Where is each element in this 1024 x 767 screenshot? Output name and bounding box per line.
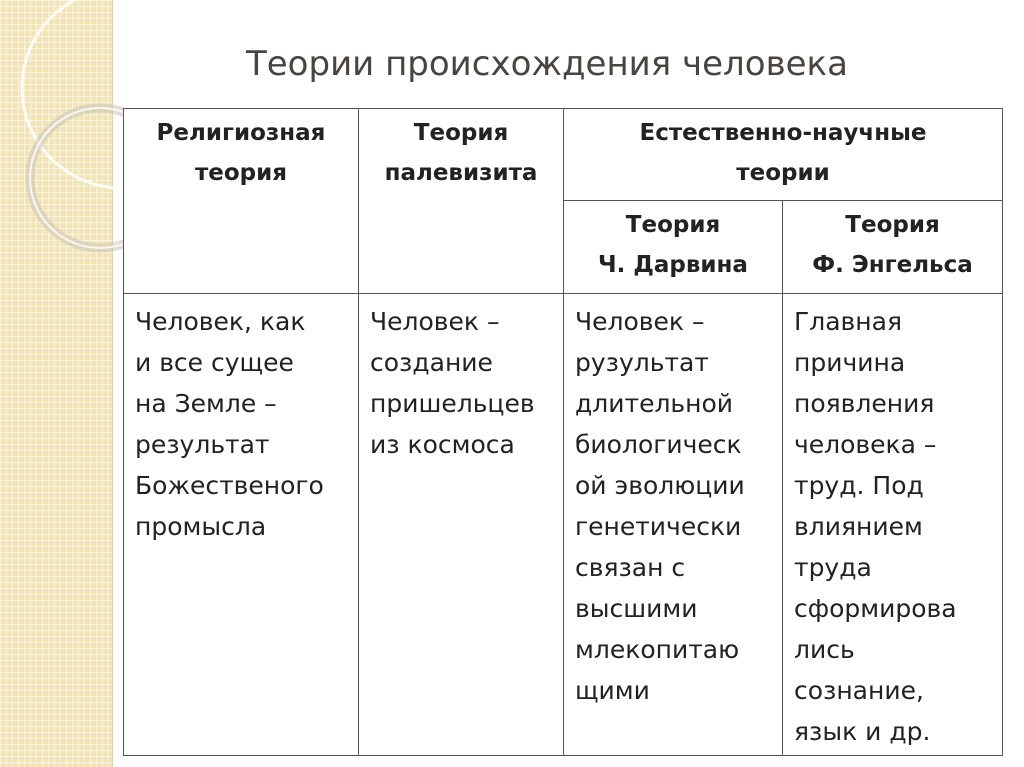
page-title: Теории происхождения человека xyxy=(246,44,848,84)
cell-engels-theory: Главная причина появления человека – труд. Под влиянием труда сформирова лись сознание, язык и др. xyxy=(783,294,1003,756)
cell-paleovisit-theory: Человек – создание пришельцев из космоса xyxy=(359,294,564,756)
header-engels-theory: Теория Ф. Энгельса xyxy=(783,201,1003,294)
header-paleovisit-theory: Теория палевизита xyxy=(359,109,564,294)
theories-table xyxy=(123,108,1003,756)
cell-religious-theory: Человек, как и все сущее на Земле – результат Божественого промысла xyxy=(124,294,359,756)
header-darwin-theory: Теория Ч. Дарвина xyxy=(564,201,783,294)
header-religious-theory: Религиозная теория xyxy=(124,109,359,294)
table-row xyxy=(124,294,1003,756)
table-header-row xyxy=(124,109,1003,201)
cell-darwin-theory: Человек – рузультат длительной биологическ ой эволюции генетически связан с высшими млекопитаю щими xyxy=(564,294,783,756)
header-natural-science-theories: Естественно-научные теории xyxy=(564,109,1003,201)
